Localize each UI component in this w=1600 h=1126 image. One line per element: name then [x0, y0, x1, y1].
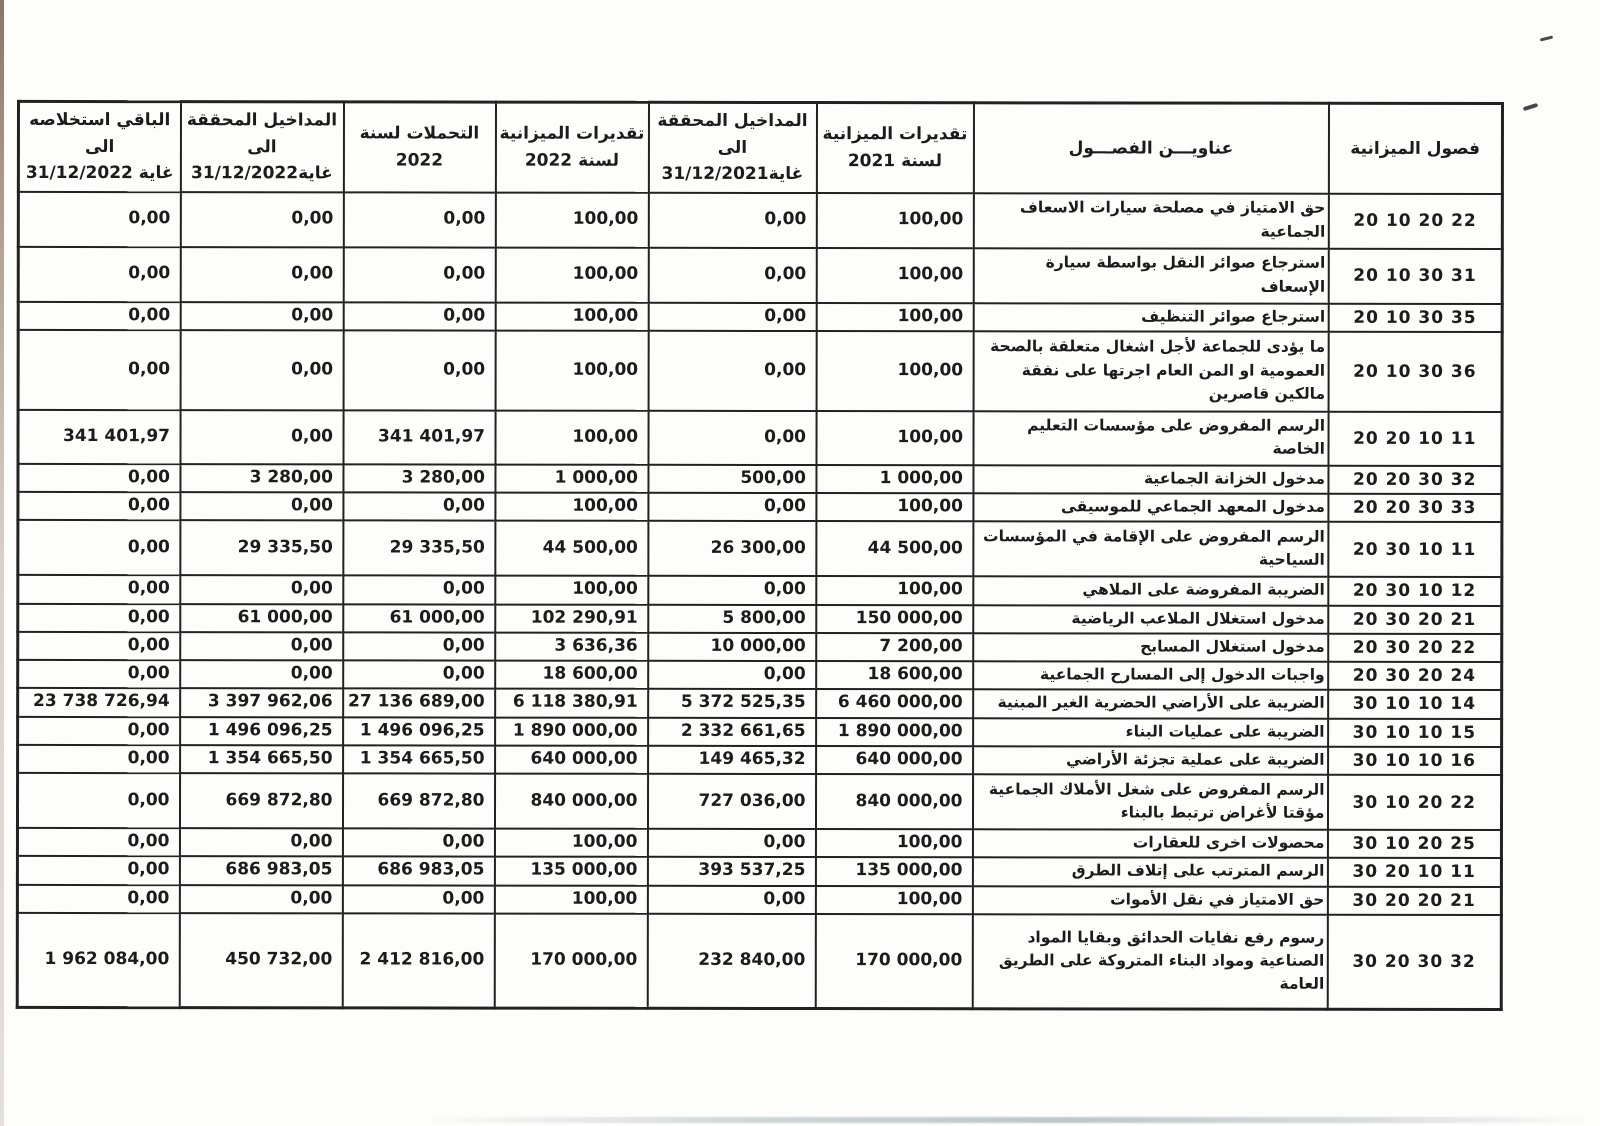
chapter-title: استرجاع صوائر التنظيف: [973, 303, 1328, 332]
table-row: [18, 464, 1502, 494]
estimate-2022-value: 100,00: [495, 302, 648, 330]
chapter-code: 20 30 10 11: [1352, 539, 1477, 560]
estimate-2022-value: 6 118 380,91: [495, 689, 648, 717]
estimate-2021-value: 840 000,00: [815, 774, 972, 829]
charges-2022-value: 1 496 096,25: [343, 717, 495, 745]
chapter-code: 20 30 20 21: [1352, 609, 1477, 630]
estimate-2022-value: 100,00: [494, 885, 647, 913]
realized-2022-value: 61 000,00: [180, 604, 343, 632]
remaining-2022-value: 0,00: [18, 575, 180, 603]
realized-2022-value: 0,00: [180, 575, 343, 603]
chapter-code: 30 10 20 22: [1352, 792, 1476, 813]
realized-2021-value: 0,00: [648, 331, 816, 411]
realized-2022-value: 450 732,00: [179, 913, 342, 1008]
charges-2022-value: 0,00: [343, 632, 495, 660]
charges-2022-value: 61 000,00: [343, 604, 495, 632]
remaining-2022-value: 0,00: [17, 828, 179, 856]
header-remaining-2022: الباقي استخلاصه الى غاية 31/12/2022: [18, 101, 180, 191]
estimate-2022-value: 100,00: [495, 192, 648, 247]
realized-2021-value: 0,00: [648, 493, 816, 521]
remaining-2022-value: 341 401,97: [18, 410, 180, 464]
estimate-2022-value: 100,00: [495, 330, 648, 410]
realized-2022-value: 0,00: [179, 885, 342, 913]
chapter-title: حق الامتياز في نقل الأموات: [972, 886, 1327, 915]
chapter-code-cell: [1327, 775, 1501, 830]
realized-2022-value: 3 280,00: [180, 464, 343, 492]
chapter-code-cell: [1328, 248, 1502, 303]
estimate-2021-value: 100,00: [816, 248, 973, 303]
charges-2022-value: 27 136 689,00: [343, 689, 495, 717]
realized-2022-value: 0,00: [180, 192, 343, 247]
remaining-2022-value: 0,00: [18, 301, 180, 329]
chapter-title: الرسم المفروض على الإقامة في المؤسسات السياحية: [973, 522, 1328, 577]
chapter-code: 20 20 30 33: [1352, 497, 1477, 519]
estimate-2022-value: 170 000,00: [494, 913, 647, 1008]
charges-2022-value: 2 412 816,00: [342, 913, 494, 1008]
estimate-2022-value: 44 500,00: [495, 521, 648, 576]
chapter-title: الرسم المترتب على إتلاف الطرق: [972, 858, 1327, 887]
estimate-2021-value: 135 000,00: [815, 857, 972, 885]
realized-2022-value: 0,00: [180, 410, 343, 464]
estimate-2022-value: 100,00: [495, 247, 648, 302]
realized-2022-value: 3 397 962,06: [180, 688, 343, 716]
chapter-title: الضريبة على عمليات البناء: [973, 718, 1328, 747]
remaining-2022-value: 23 738 726,94: [18, 688, 180, 716]
chapter-code-cell: [1328, 466, 1502, 494]
remaining-2022-value: 0,00: [18, 492, 180, 520]
charges-2022-value: 0,00: [342, 885, 494, 913]
budget-table-wrapper: [19, 100, 1504, 1011]
charges-2022-value: 29 335,50: [343, 521, 495, 576]
estimate-2021-value: 100,00: [816, 411, 973, 465]
estimate-2022-value: 100,00: [495, 410, 648, 464]
chapter-title: مدخول استغلال الملاعب الرياضية: [973, 605, 1328, 634]
chapter-title: محصولات اخرى للعقارات: [972, 829, 1327, 858]
estimate-2022-value: 1 890 000,00: [495, 717, 648, 745]
realized-2021-value: 5 800,00: [648, 604, 816, 632]
charges-2022-value: 686 983,05: [342, 857, 494, 885]
realized-2021-value: 10 000,00: [648, 633, 816, 661]
table-row: [18, 520, 1502, 577]
chapter-title: رسوم رفع نفايات الحدائق وبقايا المواد الصناعية ومواد البناء المتروكة على الطريق العامة: [972, 914, 1327, 1009]
estimate-2022-value: 640 000,00: [495, 745, 648, 773]
charges-2022-value: 0,00: [342, 828, 494, 856]
realized-2022-value: 0,00: [180, 492, 343, 520]
chapter-code: 20 10 30 35: [1353, 307, 1477, 328]
header-chapter-title: عناويـــن الفصـــول: [973, 103, 1328, 193]
estimate-2022-value: 100,00: [495, 576, 648, 604]
remaining-2022-value: 0,00: [18, 464, 180, 492]
estimate-2021-value: 150 000,00: [816, 605, 973, 633]
charges-2022-value: 1 354 665,50: [343, 745, 495, 773]
scan-shadow-bottom: [420, 1117, 1590, 1123]
chapter-title: الضريبة المفروضة على الملاهي: [973, 577, 1328, 606]
realized-2022-value: 0,00: [180, 302, 343, 330]
table-row: [18, 716, 1502, 746]
header-estimates-2022: تقديرات الميزانية لسنة 2022: [495, 102, 648, 192]
realized-2021-value: 0,00: [648, 247, 816, 302]
table-row: [18, 246, 1502, 303]
chapter-title: الرسم المفروض على مؤسسات التعليم الخاصة: [973, 411, 1328, 465]
table-row: [17, 828, 1501, 858]
estimate-2022-value: 135 000,00: [494, 857, 647, 885]
chapter-title: واجبات الدخول إلى المسارح الجماعية: [973, 661, 1328, 690]
realized-2021-value: 0,00: [648, 192, 816, 247]
budget-revenue-table: [16, 100, 1504, 1011]
chapter-code: 20 30 10 12: [1352, 581, 1477, 602]
table-row: [18, 301, 1502, 331]
chapter-title: استرجاع صوائر النقل بواسطة سيارة الإسعاف: [973, 248, 1328, 303]
chapter-code-cell: [1328, 662, 1502, 690]
realized-2021-value: 0,00: [648, 411, 816, 465]
chapter-title: الرسم المفروض على شغل الأملاك الجماعية مؤقتا لأغراض ترتبط بالبناء: [972, 774, 1327, 829]
estimate-2021-value: 100,00: [815, 829, 972, 857]
realized-2022-value: 0,00: [180, 330, 343, 410]
charges-2022-value: 0,00: [343, 576, 495, 604]
realized-2022-value: 0,00: [180, 632, 343, 660]
estimate-2021-value: 44 500,00: [816, 521, 973, 576]
charges-2022-value: 0,00: [343, 492, 495, 520]
chapter-code: 30 10 10 15: [1352, 722, 1477, 743]
pen-mark-top-right: [1540, 35, 1553, 41]
estimate-2021-value: 7 200,00: [816, 633, 973, 661]
chapter-title: الضريبة على الأراضي الحضرية الغير المبنية: [973, 690, 1328, 719]
remaining-2022-value: 1 962 084,00: [17, 913, 179, 1008]
realized-2021-value: 232 840,00: [647, 914, 815, 1009]
chapter-code: 20 20 30 32: [1353, 469, 1477, 490]
chapter-code: 20 10 20 22: [1353, 210, 1477, 231]
chapter-code: 30 10 10 14: [1352, 694, 1477, 715]
header-estimates-2021: تقديرات الميزانية لسنة 2021: [816, 103, 973, 193]
chapter-code-cell: [1328, 577, 1502, 605]
charges-2022-value: 669 872,80: [342, 773, 494, 828]
chapter-code: 20 20 10 11: [1353, 428, 1477, 449]
pen-mark-corner: [1523, 103, 1539, 111]
estimate-2022-value: 18 600,00: [495, 661, 648, 689]
chapter-code: 30 20 30 32: [1352, 951, 1476, 972]
estimate-2022-value: 100,00: [495, 493, 648, 521]
realized-2021-value: 26 300,00: [648, 521, 816, 576]
table-row: [18, 410, 1502, 466]
charges-2022-value: 0,00: [343, 192, 495, 247]
table-row: [17, 913, 1501, 1010]
table-row: [18, 603, 1502, 633]
estimate-2021-value: 18 600,00: [816, 661, 973, 689]
realized-2022-value: 0,00: [180, 247, 343, 302]
chapter-code-cell: [1328, 718, 1502, 746]
estimate-2021-value: 100,00: [816, 193, 973, 248]
realized-2022-value: 1 496 096,25: [180, 717, 343, 745]
chapter-code: 20 30 20 22: [1352, 637, 1477, 658]
realized-2021-value: 5 372 525,35: [648, 689, 816, 717]
chapter-title: مدخول استغلال المسابح: [973, 633, 1328, 662]
chapter-title: مدخول الخزانة الجماعية: [973, 465, 1328, 494]
charges-2022-value: 0,00: [343, 302, 495, 330]
header-charges-2022: التحملات لسنة 2022: [343, 102, 495, 192]
header-row: [18, 101, 1502, 193]
estimate-2022-value: 102 290,91: [495, 604, 648, 632]
table-row: [17, 773, 1501, 830]
table-row: [18, 575, 1502, 605]
remaining-2022-value: 0,00: [18, 632, 180, 660]
chapter-code-cell: [1328, 747, 1502, 775]
realized-2021-value: 2 332 661,65: [648, 717, 816, 745]
table-row: [18, 191, 1502, 248]
chapter-code-cell: [1327, 886, 1501, 914]
table-row: [18, 688, 1502, 718]
table-row: [18, 660, 1502, 690]
estimate-2021-value: 170 000,00: [815, 914, 972, 1009]
estimate-2021-value: 1 000,00: [816, 465, 973, 493]
charges-2022-value: 341 401,97: [343, 410, 495, 464]
remaining-2022-value: 0,00: [17, 773, 179, 828]
chapter-title: حق الامتياز في مصلحة سيارات الاسعاف الجماعية: [973, 193, 1328, 248]
scan-edge-line: [0, 0, 4, 1126]
chapter-code-cell: [1328, 522, 1502, 577]
chapter-code: 30 20 10 11: [1352, 862, 1476, 883]
estimate-2022-value: 840 000,00: [494, 774, 647, 829]
table-row: [18, 632, 1502, 662]
remaining-2022-value: 0,00: [17, 884, 179, 912]
realized-2021-value: 0,00: [648, 661, 816, 689]
charges-2022-value: 0,00: [343, 330, 495, 410]
realized-2021-value: 0,00: [648, 302, 816, 330]
realized-2022-value: 686 983,05: [179, 856, 342, 884]
table-row: [18, 492, 1502, 522]
realized-2021-value: 727 036,00: [647, 774, 815, 829]
chapter-code-cell: [1328, 332, 1502, 412]
header-chapter-code: فصول الميزانية: [1328, 103, 1502, 193]
realized-2021-value: 0,00: [647, 829, 815, 857]
estimate-2022-value: 1 000,00: [495, 464, 648, 492]
estimate-2021-value: 100,00: [816, 576, 973, 604]
remaining-2022-value: 0,00: [18, 716, 180, 744]
chapter-title: ما يؤدى للجماعة لأجل اشغال متعلقة بالصحة العمومية او المن العام اجرتها على نفقة مالكين قاصرين: [973, 331, 1328, 411]
realized-2022-value: 1 354 665,50: [180, 745, 343, 773]
chapter-code: 20 10 30 31: [1353, 265, 1477, 286]
realized-2022-value: 29 335,50: [180, 520, 343, 575]
chapter-code: 30 20 20 21: [1352, 890, 1476, 911]
realized-2021-value: 0,00: [648, 576, 816, 604]
chapter-code-cell: [1328, 690, 1502, 718]
chapter-code-cell: [1328, 494, 1502, 522]
charges-2022-value: 3 280,00: [343, 464, 495, 492]
estimate-2021-value: 100,00: [816, 303, 973, 331]
realized-2021-value: 500,00: [648, 465, 816, 493]
chapter-code: 20 30 20 24: [1352, 665, 1477, 687]
charges-2022-value: 0,00: [343, 660, 495, 688]
chapter-code-cell: [1327, 858, 1501, 886]
header-realized-2021: المداخيل المحققة الى غاية31/12/2021: [648, 102, 816, 192]
table-row: [17, 884, 1501, 914]
remaining-2022-value: 0,00: [17, 856, 179, 884]
chapter-code: 30 10 10 16: [1352, 750, 1477, 771]
estimate-2021-value: 100,00: [815, 886, 972, 914]
chapter-code-cell: [1328, 605, 1502, 633]
table-row: [18, 745, 1502, 775]
realized-2021-value: 0,00: [647, 885, 815, 913]
chapter-title: الضريبة على عملية تجزئة الأراضي: [973, 746, 1328, 775]
header-realized-2022: المداخيل المحققة الى غاية31/12/2022: [180, 102, 343, 192]
table-row: [18, 330, 1502, 412]
estimate-2022-value: 3 636,36: [495, 632, 648, 660]
estimate-2021-value: 1 890 000,00: [816, 718, 973, 746]
estimate-2021-value: 6 460 000,00: [816, 689, 973, 717]
remaining-2022-value: 0,00: [18, 520, 180, 575]
chapter-code-cell: [1328, 193, 1502, 248]
chapter-code: 30 10 20 25: [1352, 833, 1476, 855]
chapter-title: مدخول المعهد الجماعي للموسيقى: [973, 493, 1328, 522]
estimate-2021-value: 640 000,00: [816, 746, 973, 774]
remaining-2022-value: 0,00: [18, 745, 180, 773]
charges-2022-value: 0,00: [343, 247, 495, 302]
table-row: [17, 856, 1501, 886]
chapter-code-cell: [1328, 412, 1502, 466]
realized-2021-value: 149 465,32: [648, 746, 816, 774]
remaining-2022-value: 0,00: [18, 330, 180, 410]
remaining-2022-value: 0,00: [18, 191, 180, 246]
remaining-2022-value: 0,00: [18, 246, 180, 301]
chapter-code-cell: [1328, 634, 1502, 662]
estimate-2021-value: 100,00: [816, 331, 973, 411]
realized-2022-value: 0,00: [179, 828, 342, 856]
chapter-code-cell: [1328, 303, 1502, 331]
chapter-code-cell: [1327, 915, 1501, 1010]
estimate-2022-value: 100,00: [494, 829, 647, 857]
estimate-2021-value: 100,00: [816, 493, 973, 521]
realized-2021-value: 393 537,25: [647, 857, 815, 885]
remaining-2022-value: 0,00: [18, 603, 180, 631]
realized-2022-value: 669 872,80: [179, 773, 342, 828]
realized-2022-value: 0,00: [180, 660, 343, 688]
remaining-2022-value: 0,00: [18, 660, 180, 688]
chapter-code-cell: [1327, 830, 1501, 858]
chapter-code: 20 10 30 36: [1353, 361, 1477, 382]
